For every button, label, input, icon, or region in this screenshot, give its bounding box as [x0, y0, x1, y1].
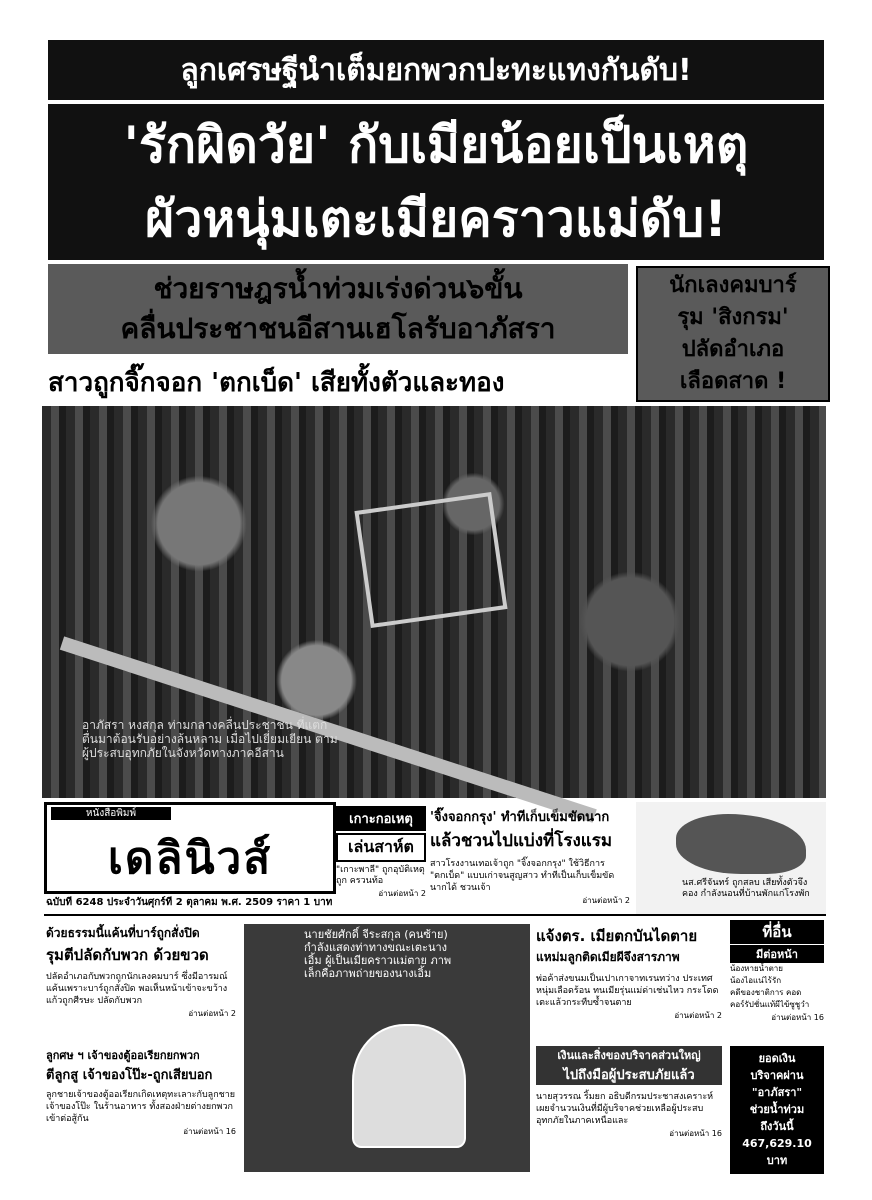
masthead: [44, 802, 336, 894]
story-money-cont: อ่านต่อหน้า 16: [669, 1129, 722, 1138]
gray-headline-line1: ช่วยราษฎรน้ำท่วมเร่งด่วน๖ขั้น: [153, 272, 523, 305]
story-rumdee-head2: รุมตีปลัดกับพวก ด้วยขวด: [46, 946, 209, 964]
donation-amount: 467,629.10: [742, 1137, 812, 1150]
story-jaeng-head2: แหม่มลูกติดเมียผีจึงสารภาพ: [536, 950, 680, 964]
index-item-2: น้องไอแน่ไร้รัก: [730, 976, 782, 985]
story-jig-head2: แล้วชวนไปแบ่งที่โรงแรม: [430, 831, 613, 851]
story-jaeng-body: พ่อค้าส่งขนมเป็นเปาเกาจาทเรนทว่าง ประเทศ หนุ่มเลือดร้อน ทนเมียรุ่นแม่ด่าเช่นไหว กระโดดเตะแล้วกระทืบซ้ำจนตาย: [536, 974, 719, 1008]
bride-photo-figure: [676, 814, 806, 874]
donation-line-2: บริจาคผ่าน: [750, 1069, 804, 1082]
right-headline-line1: นักเลงคมบาร์: [669, 273, 797, 298]
sub-headline: สาวถูกจิ๊กจอก 'ตกเบ็ด' เสียทั้งตัวและทอง: [48, 368, 505, 398]
story-rumdee: [46, 924, 236, 1044]
story-jig-body: สาวโรงงานเทอเจ้าถูก "จิ๊งจอกกรุง" ใช้วิธีการ "ตกเบ็ด" แบบเก่าจนสูญสาว ทำทีเป็นเก็บเข็มขัดนากได้ ชวนเจ้า: [430, 859, 615, 893]
top-headline-bar: [48, 40, 824, 100]
right-headline-line2: รุม 'สิงกรม': [677, 305, 789, 330]
photo-caption: อาภัสรา หงสกุล ท่ามกลางคลื่นประชาชน ที่แตกตื่นมาต้อนรับอย่างล้นหลาม เมื่อไปเยี่ยมเยียน ตามผู้ประสบอุทกภัยในจังหวัดทางภาคอีสาน: [82, 718, 338, 760]
story-look-head1: ลูกศษ ฯ เจ้าของตู้ออเรียกยกพวก: [46, 1049, 200, 1062]
masthead-rule: [44, 914, 826, 916]
donation-line-5: ถึงวันนี้: [760, 1120, 794, 1133]
story-rumdee-body: ปลัดอำเภอกับพวกถูกนักเลงคมบาร์ ซึ่งมีอารมณ์แค้นเพราะบาร์ถูกสั่งปิด พอเห็นหน้าเข้าจะขว้างแก้วถูกศีรษะ ปลัดกับพวก: [46, 972, 228, 1006]
right-headline-line3: ปลัดอำเภอ: [681, 337, 785, 362]
column-koh: [336, 806, 426, 912]
gray-headline-band: [48, 264, 628, 354]
crowd-photo: [42, 406, 826, 798]
photo-frame-shape: [354, 492, 507, 628]
donation-line-4: ช่วยน้ำท่วม: [749, 1103, 805, 1116]
story-money-head2: ไปถึงมือผู้ประสบภัยแล้ว: [536, 1064, 722, 1085]
column-koh-sub: เล่นสาห์ต: [336, 833, 426, 862]
story-jaeng-head1: แจ้งตร. เมียตกบันไดตาย: [536, 927, 698, 945]
right-headline-line4: เลือดสาด !: [679, 369, 787, 394]
column-koh-cont: อ่านต่อหน้า 2: [378, 889, 426, 898]
story-money: [536, 1046, 722, 1174]
index-box: [730, 920, 824, 1030]
bride-photo-caption: นส.ศรีจันทร์ ถูกสลบ เสียทั้งตัวจึงคอง กำลังนอนที่บ้านพักแก่โรงพัก: [682, 878, 810, 899]
center-photo-caption: นายชัยศักดิ์ จีระสกุล (คนซ้าย) กำลังแสดงท่าทางขณะเตะนางเอิ้ม ผู้เป็นเมียคราวแม่ตาย ภาพเล็กคือภาพถ่ายของนางเอิ้ม: [304, 928, 452, 980]
story-rumdee-cont: อ่านต่อหน้า 2: [188, 1009, 236, 1018]
column-koh-text: "เกาะพาลี" ถูกอุบัติเหตุถูก ครวนท้อ: [336, 865, 425, 886]
story-jig-cont: อ่านต่อหน้า 2: [582, 896, 630, 905]
story-look: [46, 1046, 236, 1176]
story-money-body: นายสุวรรณ ริ้มยก อธิบดีกรมประชาสงเคราะห์เผยจำนวนเงินที่มีผู้บริจาคช่วยเหลือผู้ประสบอุทกภัยในภาคเหนือและ: [536, 1092, 714, 1126]
donation-line-3: "อาภัสรา": [751, 1086, 803, 1099]
story-jaeng-cont: อ่านต่อหน้า 2: [674, 1011, 722, 1020]
story-look-cont: อ่านต่อหน้า 16: [183, 1127, 236, 1136]
story-jig-head1: 'จิ๊งจอกกรุง' ทำทีเก็บเข็มขัดนาก: [430, 810, 610, 825]
story-look-body: ลูกชายเจ้าของตู้ออเรียกเกิดเหตุทะเลาะกับลูกชายเจ้าของโป๊ะ ในร้านอาหาร ทั้งสองฝ่ายต่างยกพวกเข้าต่อสู้กัน: [46, 1090, 236, 1124]
bride-photo: [636, 802, 826, 914]
donation-line-1: ยอดเงิน: [758, 1052, 796, 1065]
donation-box: [730, 1046, 824, 1174]
story-jig: [430, 806, 630, 912]
main-headline-bar: [48, 104, 824, 260]
index-box-title: ที่อื่น: [730, 920, 824, 944]
index-item-3: คดีของชาติการ คอด: [730, 988, 802, 997]
story-rumdee-head1: ด้วยธรรมนี้แค้นที่บาร์ถูกสั่งปิด: [46, 926, 200, 940]
index-item-4: คอร์รัปชั่นแท้ผีไข้ซูชูวำ: [730, 1000, 810, 1009]
issue-line: ฉบับที่ 6248 ประจำวันศุกร์ที่ 2 ตุลาคม พ.ศ. 2509 ราคา 1 บาท: [46, 897, 333, 908]
index-box-sub: มีต่อหน้า: [730, 944, 824, 963]
main-headline-line2: ผัวหนุ่มเตะเมียคราวแม่ดับ!: [145, 190, 727, 248]
masthead-tag: หนังสือพิมพ์: [51, 807, 171, 820]
inset-portrait: [352, 1024, 466, 1148]
donation-unit: บาท: [766, 1154, 788, 1167]
story-jaeng: [536, 924, 722, 1044]
index-box-cont: อ่านต่อหน้า 16: [771, 1013, 824, 1022]
right-headline-box: [636, 266, 830, 402]
main-headline-line1: 'รักผิดวัย' กับเมียน้อยเป็นเหตุ: [123, 116, 749, 174]
story-look-head2: ตีลูกสู เจ้าของโป๊ะ-ถูกเสียบอก: [46, 1068, 213, 1083]
index-item-1: น้องหายน้ำตาย: [730, 964, 783, 973]
top-headline: ลูกเศรษฐีนำเต็มยกพวกปะทะแทงกันดับ!: [180, 52, 692, 88]
center-photo: [244, 924, 530, 1172]
column-koh-title: เกาะกอเหตุ: [336, 806, 426, 831]
story-money-head1: เงินและสิ่งของบริจาคส่วนใหญ่: [536, 1046, 722, 1064]
gray-headline-line2: คลื่นประชาชนอีสานเฮโลรับอาภัสรา: [120, 312, 556, 345]
masthead-name: เดลินิวส์: [107, 833, 273, 884]
